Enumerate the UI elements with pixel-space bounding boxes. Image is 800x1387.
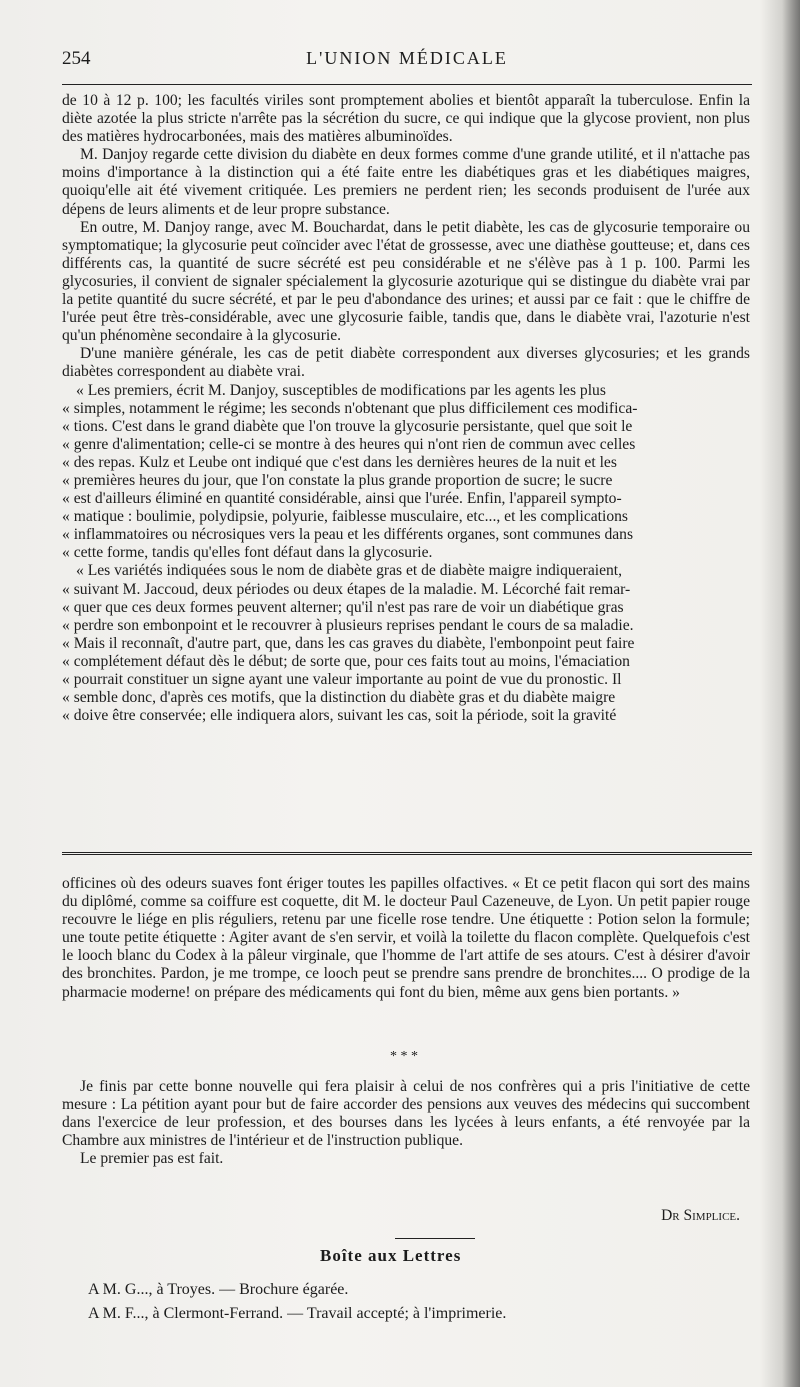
article-body: [62, 92, 750, 725]
article-paragraph: de 10 à 12 p. 100; les facultés viriles sont promptement abolies et bientôt apparaît la tuberculose. Enfin la diète azotée la plus stricte n'arrête pas la sécrétion du sucre, ce qui indique que la glycose provient, non plus des matières hydrocarbonées, mais des matières albuminoïdes.: [62, 92, 750, 146]
quote-line: « cette forme, tandis qu'elles font défaut dans la glycosurie.: [62, 544, 433, 562]
quotation-block: [62, 382, 750, 563]
quote-line: « tions. C'est dans le grand diabète que l'on trouve la glycosurie persistante, quel que soit le: [62, 417, 633, 435]
short-rule: [395, 1238, 475, 1239]
quote-line: « semble donc, d'après ces motifs, que la distinction du diabète gras et du diabète maigre: [62, 689, 616, 707]
quote-line: « des repas. Kulz et Leube ont indiqué que c'est dans les dernières heures de la nuit et les: [62, 453, 617, 471]
quote-line: « suivant M. Jaccoud, deux périodes ou deux étapes de la maladie. M. Lécorché fait remar-: [62, 580, 631, 598]
feuilleton-separator: [62, 852, 752, 855]
closing-paragraph: Je finis par cette bonne nouvelle qui fera plaisir à celui de nos confrères qui a pris l'initiative de cette mesure : La pétition ayant pour but de faire accorder des pensions aux veuves des médecins qui succombent dans l'exercice de leur profession, et des bourses dans les lycées à leurs enfants, a été renvoyée par la Chambre aux ministres de l'intérieur et de l'instruction publique.: [62, 1078, 750, 1150]
section-asterisks: * * *: [390, 1049, 418, 1064]
journal-title: L'UNION MÉDICALE: [306, 48, 508, 68]
quote-line: « inflammatoires ou nécrosiques vers la peau et les différents organes, sont communes dans: [62, 526, 634, 544]
quote-line: « premières heures du jour, que l'on constate la plus grande proportion de sucre; le sucre: [62, 471, 613, 489]
quote-line: « quer que ces deux formes peuvent alterner; qu'il n'est pas rare de voir un diabétique gras: [62, 598, 624, 616]
letter-entry: A M. F..., à Clermont-Ferrand. — Travail accepté; à l'imprimerie.: [88, 1305, 507, 1322]
quote-line: « simples, notamment le régime; les seconds n'obtenant que plus difficilement ces modifica-: [62, 399, 638, 417]
author-signature: Dr Simplice.: [661, 1207, 740, 1224]
closing-section: [62, 1078, 750, 1168]
quote-line: « est d'ailleurs éliminé en quantité considérable, ainsi que l'urée. Enfin, l'appareil sympto-: [62, 490, 622, 508]
feuilleton-paragraph: officines où des odeurs suaves font ériger toutes les papilles olfactives. « Et ce petit flacon qui sort des mains du diplômé, comme sa coiffure est coquette, dit M. le docteur Paul Cazeneuve, de Lyon. Un petit papier rouge recouvre le liége en plis réguliers, retenu par une ficelle rose tendre. Une étiquette : Potion selon la formule; une toute petite étiquette : Agiter avant de s'en servir, et voilà la toilette du flacon complète. Quelquefois c'est le looch blanc du Codex à la pâleur virginale, que l'homme de l'art attife de ses atours. C'est à désirer d'avoir des bronchites. Pardon, je me trompe, ce looch peut se prendre sans prendre de bronchites.... O prodige de la pharmacie moderne! on prépare des médicaments qui font du bien, même aux gens bien portants. »: [62, 875, 750, 1001]
article-paragraph: En outre, M. Danjoy range, avec M. Bouchardat, dans le petit diabète, les cas de glycosurie temporaire ou symptomatique; la glycosurie peut coïncider avec l'état de grossesse, avec une diathèse goutteuse; et, dans ces différents cas, la quantité de sucre sécrété est peu considérable et ne s'élève pas à 1 p. 100. Parmi les glycosuries, il convient de signaler spécialement la glycosurie azoturique qui se distingue du diabète vrai par la petite quantité du sucre sécrété, et par le peu d'abondance des urines; et aussi par ce fait : que le chiffre de l'urée peut être très-considérable, avec une glycosurie faible, tandis que, dans le diabète vrai, l'azoturie n'est qu'un phénomène secondaire à la glycosurie.: [62, 218, 750, 345]
quote-line: « complétement défaut dès le début; de sorte que, pour ces faits tout au moins, l'émaciation: [62, 652, 630, 670]
article-paragraph: M. Danjoy regarde cette division du diabète en deux formes comme d'une grande utilité, et il n'attache pas moins d'importance à la distinction qui a été faite entre les diabétiques gras et les diabétiques maigres, quoiqu'elle ait été vivement critiquée. Les premiers ne perdent rien; les seconds produisent de l'urée aux dépens de leurs aliments et de leur propre substance.: [62, 146, 750, 218]
quote-line: « doive être conservée; elle indiquera alors, suivant les cas, soit la période, soit la gravité: [62, 707, 617, 725]
quote-line: « matique : boulimie, polydipsie, polyurie, faiblesse musculaire, etc..., et les complications: [62, 508, 629, 526]
letters-list: [88, 1278, 748, 1326]
article-paragraph: D'une manière générale, les cas de petit diabète correspondent aux diverses glycosuries; et les grands diabètes correspondent au diabète vrai.: [62, 345, 750, 381]
quotation-block: [62, 562, 750, 725]
closing-line: Le premier pas est fait.: [80, 1150, 224, 1168]
quote-line: « genre d'alimentation; celle-ci se montre à des heures qui n'ont rien de commun avec celles: [62, 435, 636, 453]
quote-line: « Les variétés indiquées sous le nom de diabète gras et de diabète maigre indiqueraient,: [76, 562, 623, 580]
page-header: [62, 48, 752, 76]
quote-line: « pourrait constituer un signe ayant une valeur importante au point de vue du pronostic. Il: [62, 671, 622, 688]
feuilleton-text: [62, 875, 750, 1002]
letter-entry: A M. G..., à Troyes. — Brochure égarée.: [88, 1281, 349, 1298]
quote-line: « Les premiers, écrit M. Danjoy, susceptibles de modifications par les agents les plus: [76, 381, 606, 399]
quote-line: « perdre son embonpoint et le recouvrer à plusieurs reprises pendant le cours de sa maladie.: [62, 616, 634, 634]
header-rule: [62, 84, 752, 85]
quote-line: « Mais il reconnaît, d'autre part, que, dans les cas graves du diabète, l'embonpoint peut faire: [62, 634, 635, 652]
letters-box-title: Boîte aux Lettres: [320, 1246, 462, 1265]
page-edge-shadow: [782, 0, 800, 1387]
page-number: 254: [62, 48, 91, 69]
